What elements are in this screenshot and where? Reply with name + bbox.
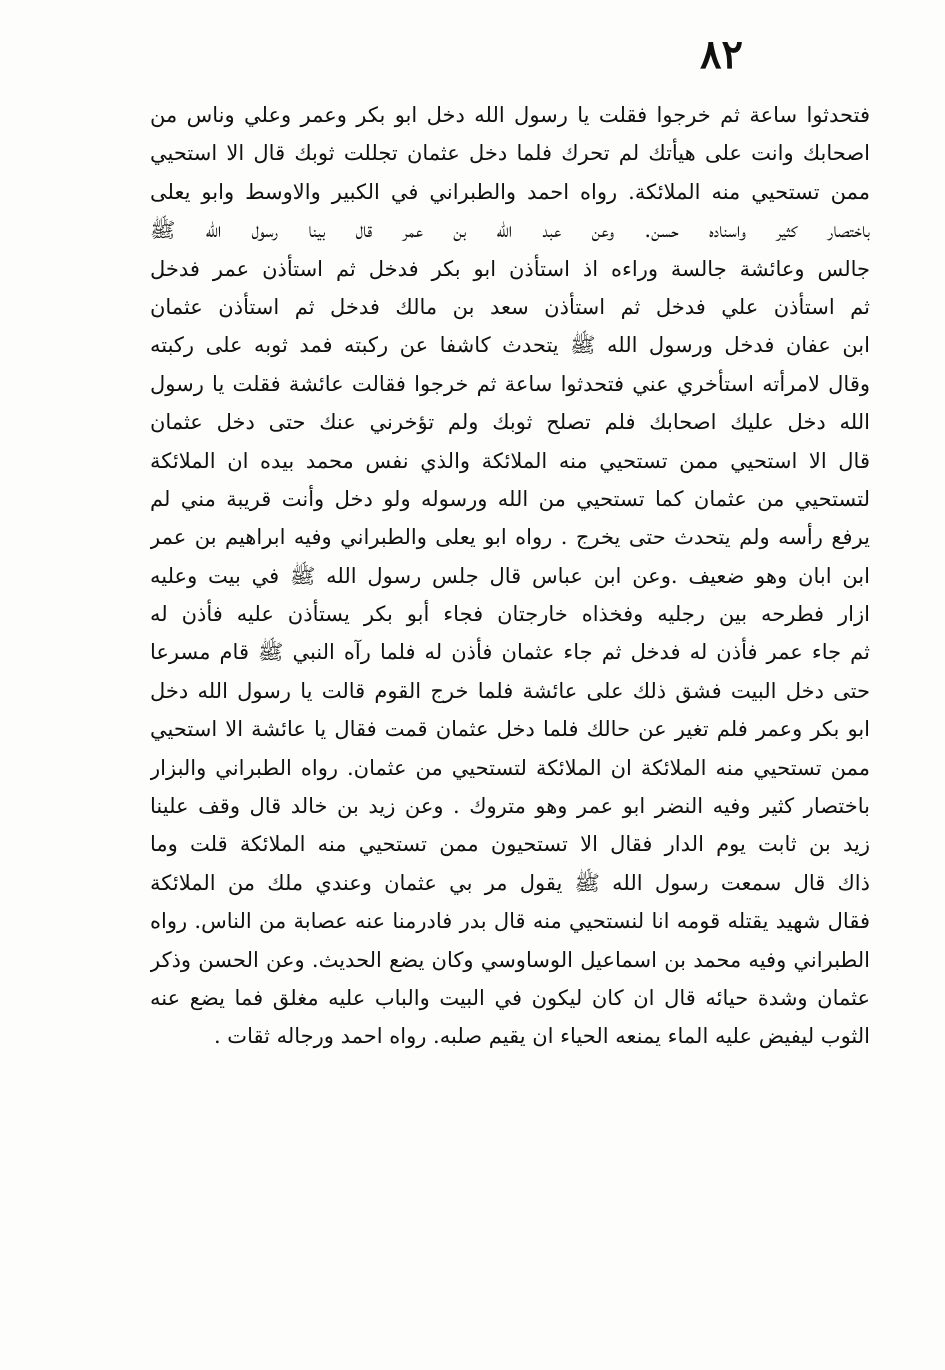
text-line: جالس وعائشة جالسة وراءه اذ استأذن ابو بكر فدخل ثم استأذن عمر فدخل [150,256,870,281]
text-line: الطبراني وفيه محمد بن اسماعيل الوساوسي وكان يضع الحديث. وعن الحسن وذكر [150,947,870,972]
text-line: ثم استأذن علي فدخل ثم استأذن سعد بن مالك فدخل ثم استأذن عثمان [150,294,870,319]
text-line: ازار فطرحه بين رجليه وفخذاه خارجتان فجاء أبو بكر يستأذن عليه فأذن له [150,602,870,627]
text-line: حتى دخل البيت فشق ذلك على عائشة فلما خرج القوم قالت يا رسول الله دخل [150,678,870,703]
page-number: ٨٢ [700,31,743,78]
text-line: قال الا استحيي ممن تستحيي منه الملائكة والذي نفس محمد بيده ان الملائكة [150,448,870,473]
text-line: الله دخل عليك اصحابك فلم تصلح ثوبك ولم تؤخرني عنك حتى دخل عثمان [150,410,870,435]
text-line: باختصار كثير وفيه النضر ابو عمر وهو متروك . وعن زيد بن خالد قال وقف علينا [150,794,870,819]
text-line: وقال لامرأته استأخري عني فتحدثوا ساعة ثم خرجوا فقالت عائشة فقلت يا رسول [150,371,870,396]
text-line: ممن تستحيي منه الملائكة ان الملائكة لتستحيي من عثمان. رواه الطبراني والبزار [150,755,870,780]
text-line: فتحدثوا ساعة ثم خرجوا فقلت يا رسول الله دخل ابو بكر وعمر وعلي وناس من [150,103,870,127]
text-line: اصحابك وانت على هيأتك لم تحرك فلما دخل عثمان تجللت ثوبك قال الا استحيي [150,141,870,166]
text-line: الثوب ليفيض عليه الماء يمنعه الحياء ان يقيم صلبه. رواه احمد ورجاله ثقات . [213,1024,870,1049]
body-text [150,96,870,1056]
text-line: ممن تستحيي منه الملائكة. رواه احمد والطبراني في الكبير والاوسط وابو يعلى [150,179,870,204]
text-line: ابن ابان وهو ضعيف .وعن ابن عباس قال جلس رسول الله ﷺ في بيت وعليه [150,563,870,588]
text-line: ذاك قال سمعت رسول الله ﷺ يقول مر بي عثمان وعندي ملك من الملائكة [150,870,870,895]
text-line: زيد بن ثابت يوم الدار فقال الا تستحيون ممن تستحيي منه الملائكة قلت وما [150,832,870,857]
text-line: عثمان وشدة حيائه قال ان كان ليكون في البيت والباب عليه مغلق فما يضع عنه [150,985,870,1010]
text-line: فقال شهيد يقتله قومه انا لنستحيي منه قال بدر فادرمنا عنه عصابة من الناس. رواه [150,909,870,934]
text-line: ابو بكر وعمر فلم تغير عن حالك فلما دخل عثمان قمت فقال يا عائشة الا استحيي [150,717,870,742]
text-line: لتستحيي من عثمان كما تستحيي من الله ورسوله ولو دخل وأنت قريبة مني لم [150,486,870,511]
text-line: ثم جاء عمر فأذن له فدخل ثم جاء عثمان فأذن له فلما رآه النبي ﷺ قام مسرعا [150,640,870,665]
text-line: يرفع رأسه ولم يتحدث حتى يخرج . رواه ابو يعلى والطبراني وفيه ابراهيم بن عمر [150,525,870,550]
text-line: ابن عفان فدخل ورسول الله ﷺ يتحدث كاشفا عن ركبته فمد ثوبه على ركبته [150,333,870,358]
text-line: باختصار كثير واسناده حسن. وعن عبد الله بن عمر قال بينا رسول الله ﷺ [150,218,870,243]
